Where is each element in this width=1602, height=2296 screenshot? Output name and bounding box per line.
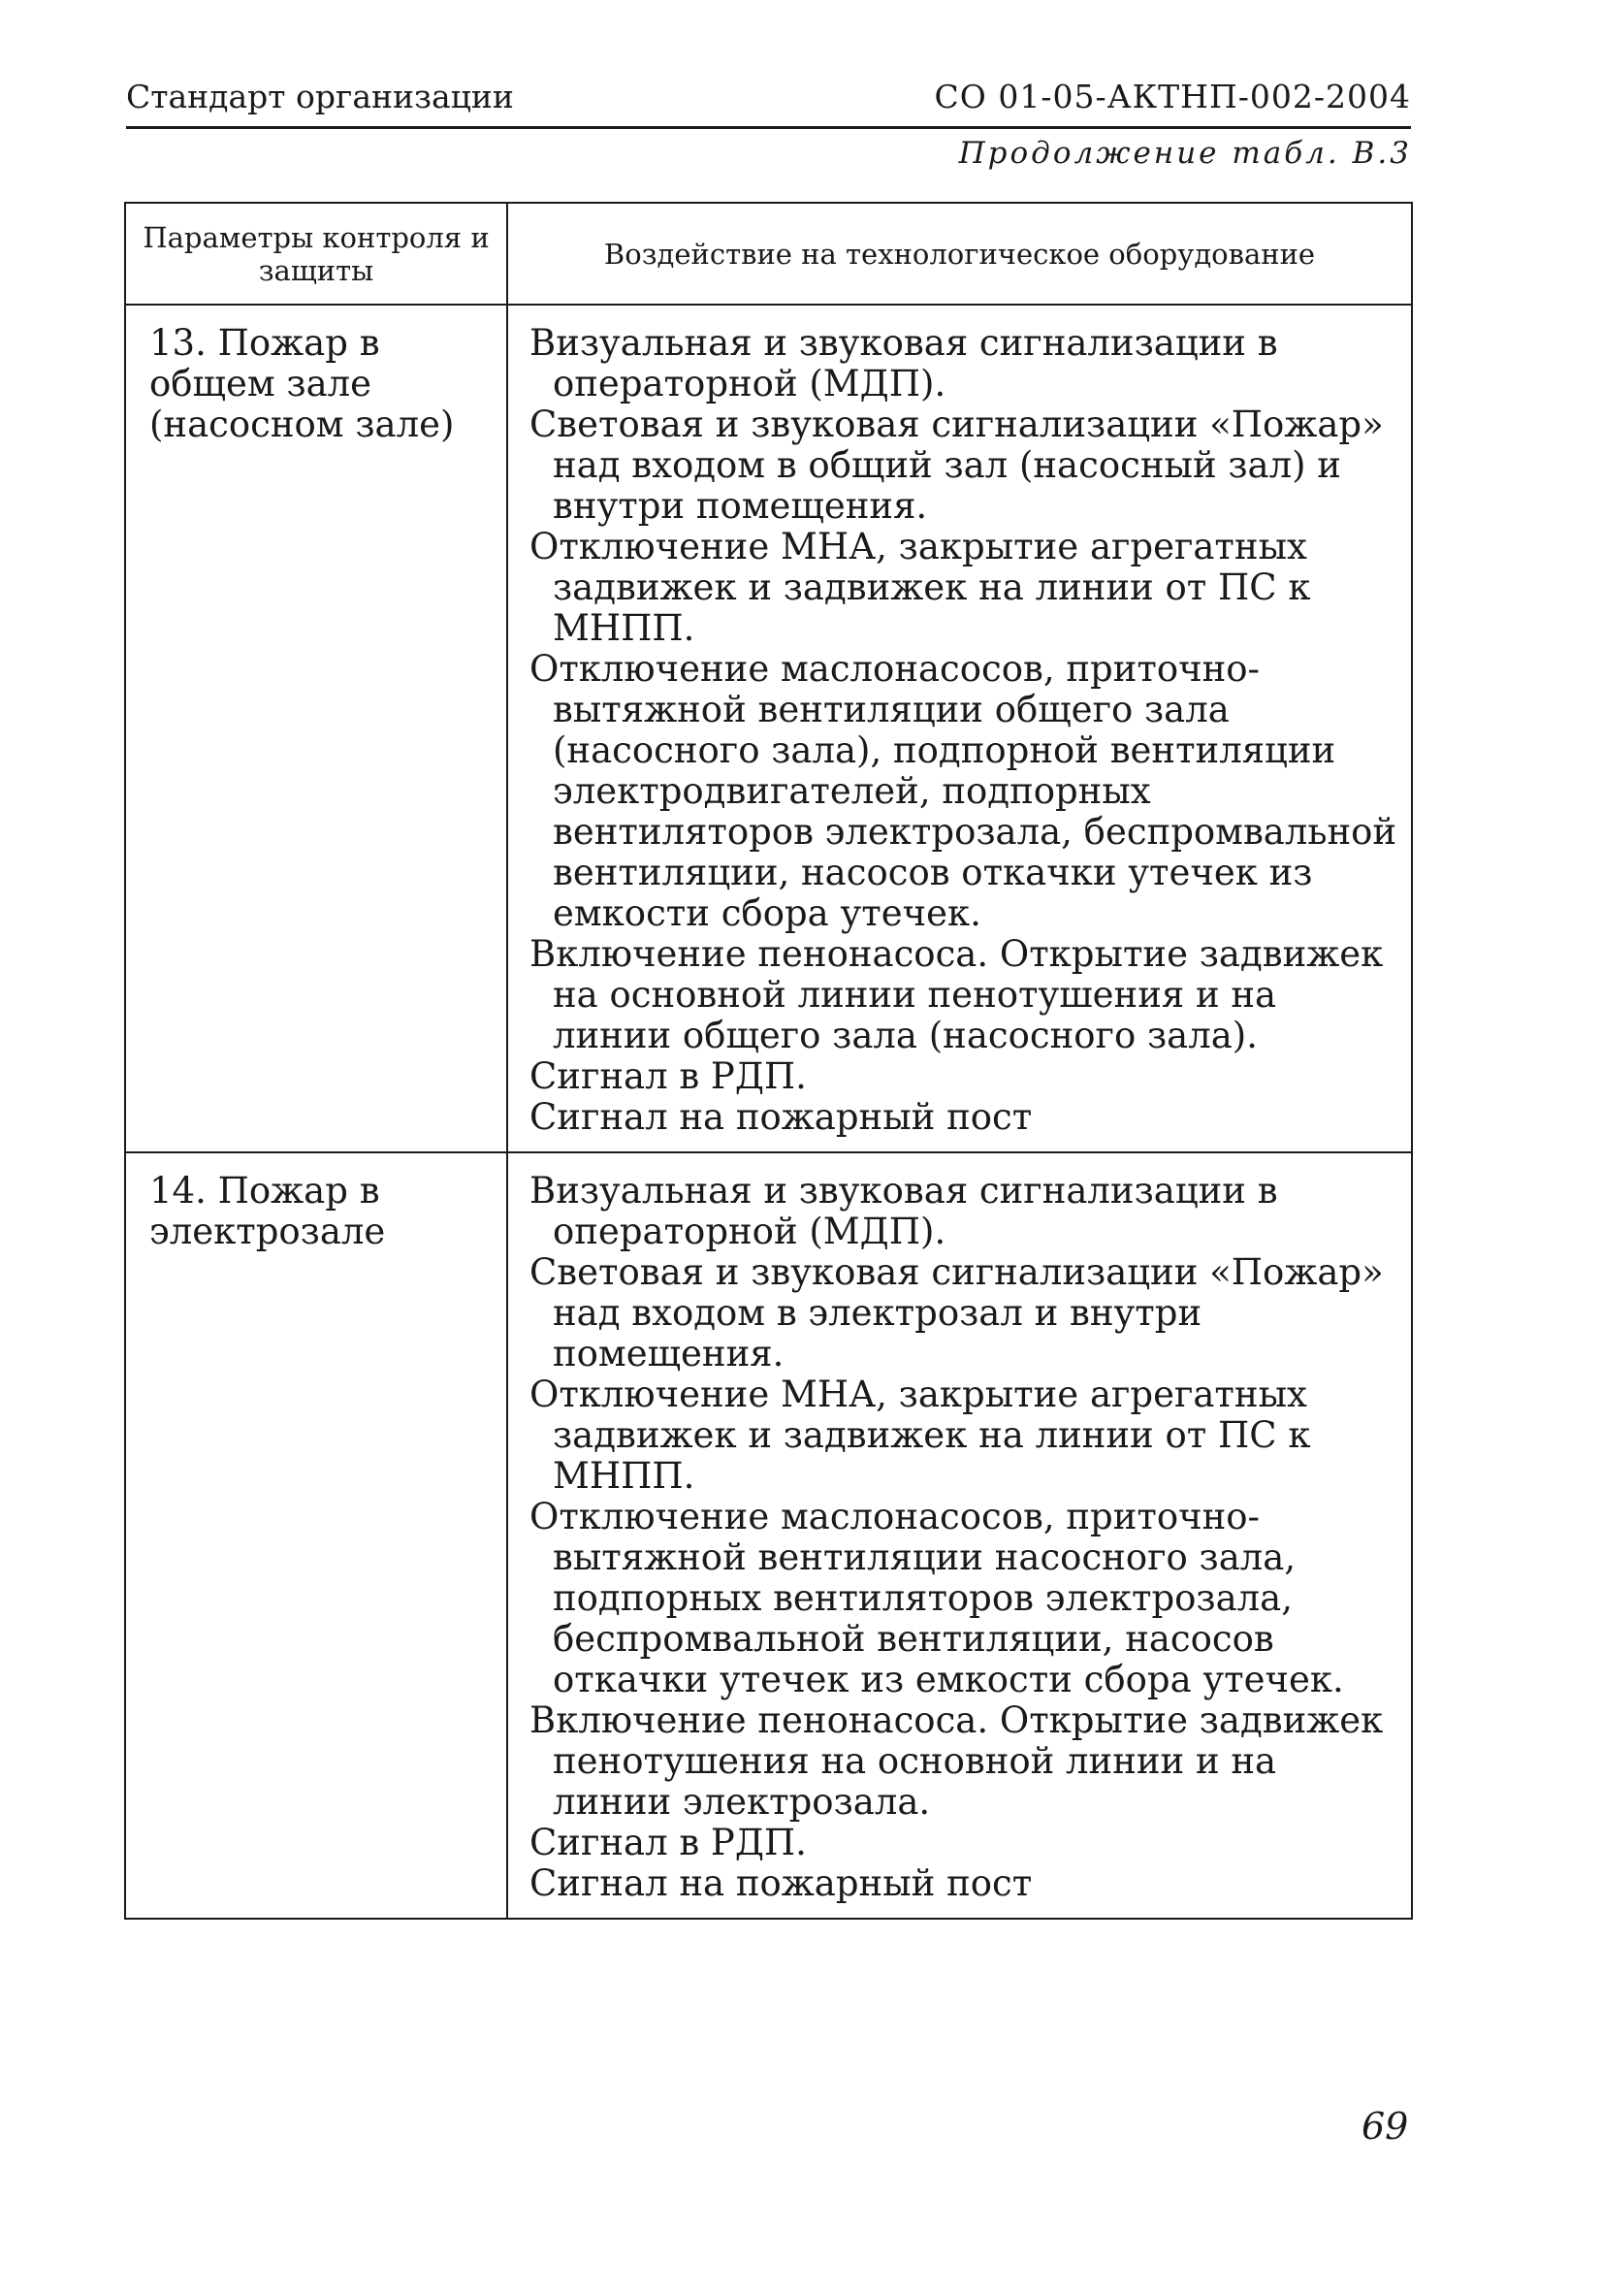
effect-item: Отключение МНА, закрытие агрегатных задвижек и задвижек на линии от ПС к МНПП.: [529, 526, 1311, 649]
page-header: [126, 74, 1411, 129]
effect-item: Сигнал в РДП.: [529, 1822, 807, 1863]
parameter-cell: 14. Пожар в электрозале: [125, 1152, 507, 1919]
effect-item: Сигнал на пожарный пост: [529, 1862, 1033, 1904]
column-header-effects: Воздействие на технологическое оборудование: [507, 203, 1412, 305]
table-row: [125, 305, 1412, 1152]
table-continuation-label: Продолжение табл. В.3: [958, 136, 1412, 171]
document-code: СО 01-05-АКТНП-002-2004: [934, 78, 1411, 115]
effect-item: Отключение маслонасосов, приточно-вытяжной вентиляции общего зала (насосного зала), подпорной вентиляции электродвигателей, подпорных вентиляторов электрозала, беспромвальной вентиляции, насосов откачки утечек из емкости сбора утечек.: [529, 648, 1397, 934]
organization-standard-label: Стандарт организации: [126, 78, 514, 115]
effect-item: Отключение маслонасосов, приточно-вытяжной вентиляции насосного зала, подпорных вентиляторов электрозала, беспромвальной вентиляции, насосов откачки утечек из емкости сбора утечек.: [529, 1496, 1344, 1700]
control-protection-table: [124, 202, 1413, 1920]
page-number: 69: [1362, 2105, 1409, 2148]
effect-item: Включение пенонасоса. Открытие задвижек пенотушения на основной линии и на линии электрозала.: [529, 1699, 1384, 1823]
effects-cell: [507, 305, 1412, 1152]
effect-item: Световая и звуковая сигнализации «Пожар» над входом в общий зал (насосный зал) и внутри помещения.: [529, 404, 1384, 527]
effect-item: Сигнал в РДП.: [529, 1055, 807, 1097]
parameter-cell: 13. Пожар в общем зале (насосном зале): [125, 305, 507, 1152]
table-header-row: [125, 203, 1412, 305]
effects-cell: [507, 1152, 1412, 1919]
effect-item: Визуальная и звуковая сигнализации в операторной (МДП).: [529, 322, 1278, 404]
effect-item: Световая и звуковая сигнализации «Пожар» над входом в электрозал и внутри помещения.: [529, 1251, 1384, 1374]
effect-item: Отключение МНА, закрытие агрегатных задвижек и задвижек на линии от ПС к МНПП.: [529, 1374, 1311, 1497]
column-header-parameters: Параметры контроля и защиты: [125, 203, 507, 305]
effect-item: Визуальная и звуковая сигнализации в операторной (МДП).: [529, 1170, 1278, 1252]
effect-item: Включение пенонасоса. Открытие задвижек на основной линии пенотушения и на линии общего зала (насосного зала).: [529, 933, 1384, 1056]
effect-item: Сигнал на пожарный пост: [529, 1096, 1033, 1138]
table-row: [125, 1152, 1412, 1919]
